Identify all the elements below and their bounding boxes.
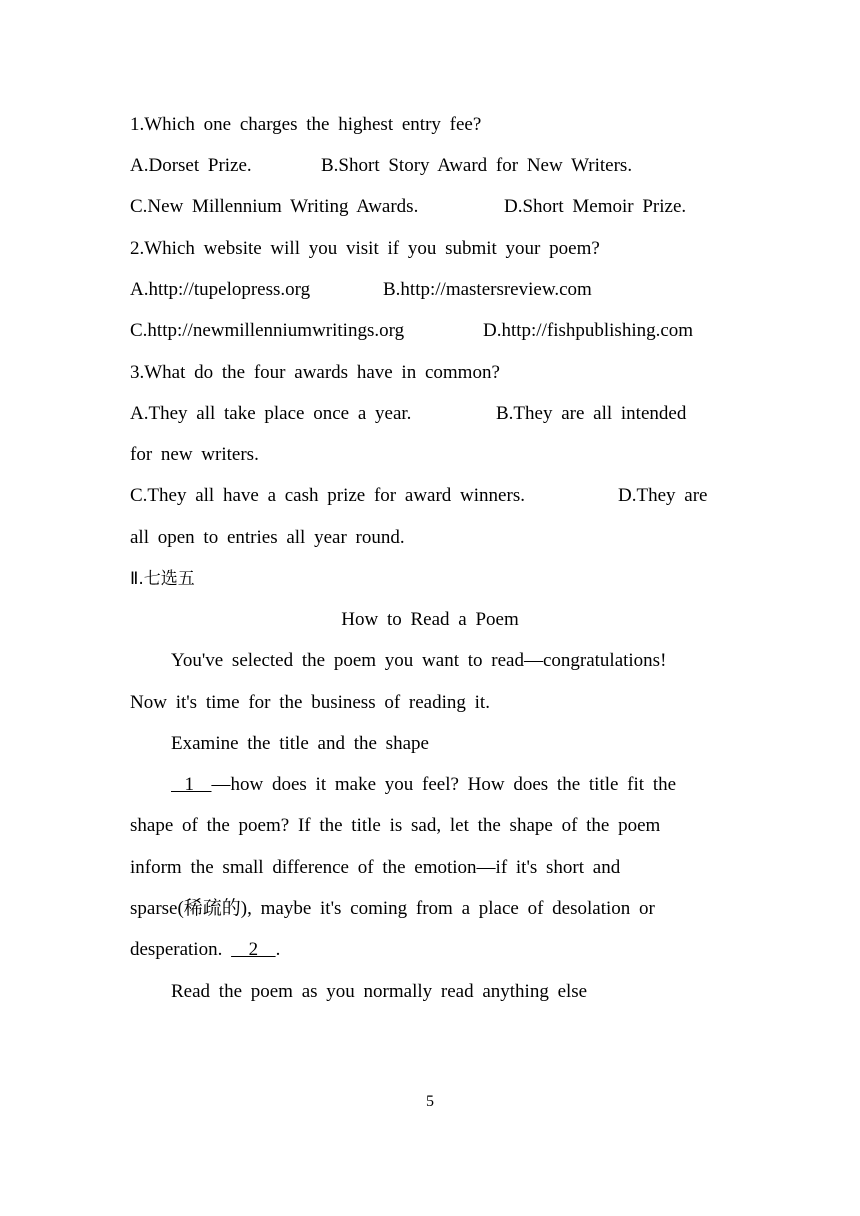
subheading-title-shape: Examine the title and the shape [171, 733, 429, 754]
paragraph-2-line-2: shape of the poem? If the title is sad, let the shape of the poem [130, 815, 661, 836]
blank-2[interactable]: 2 [231, 939, 276, 960]
question-2-stem: 2.Which website will you visit if you submit your poem? [130, 238, 600, 259]
paragraph-2-line-1 [171, 772, 676, 798]
paragraph-2-line-5-end: . [275, 939, 281, 960]
question-2-option-d: D.http://fishpublishing.com [483, 320, 694, 341]
question-1-stem: 1.Which one charges the highest entry fee? [130, 114, 482, 135]
question-3-option-d-cont: all open to entries all year round. [130, 527, 405, 548]
question-2-option-c: C.http://newmillenniumwritings.org [130, 320, 405, 341]
paragraph-2-line-4: sparse(稀疏的), maybe it's coming from a place of desolation or [130, 898, 655, 919]
subheading-read-poem: Read the poem as you normally read anything else [171, 981, 588, 1002]
paragraph-1-line-1: You've selected the poem you want to read—congratulations! [171, 650, 667, 671]
page-number: 5 [426, 1093, 434, 1110]
paragraph-2-line-5-text: desperation. [130, 939, 232, 960]
question-1-option-a: A.Dorset Prize. [130, 155, 252, 176]
section-heading: Ⅱ.七选五 [130, 569, 195, 589]
question-3-option-a: A.They all take place once a year. [130, 403, 412, 424]
question-2-option-b: B.http://mastersreview.com [383, 279, 592, 300]
question-2-option-a: A.http://tupelopress.org [130, 279, 311, 300]
question-1-option-c: C.New Millennium Writing Awards. [130, 196, 419, 217]
question-1-option-b: B.Short Story Award for New Writers. [321, 155, 633, 176]
question-3-option-b: B.They are all intended [496, 403, 687, 424]
question-3-option-b-cont: for new writers. [130, 444, 259, 465]
question-3-stem: 3.What do the four awards have in common? [130, 362, 500, 383]
question-1-option-d: D.Short Memoir Prize. [504, 196, 687, 217]
passage-title: How to Read a Poem [341, 609, 519, 630]
paragraph-2-line-1-text: —how does it make you feel? How does the title fit the [211, 774, 677, 795]
question-3-option-d: D.They are [618, 485, 708, 506]
paragraph-1-line-2: Now it's time for the business of reading it. [130, 692, 490, 713]
blank-1[interactable]: 1 [171, 774, 212, 795]
paragraph-2-line-3: inform the small difference of the emotion—if it's short and [130, 857, 621, 878]
paragraph-2-line-5 [130, 937, 280, 963]
question-3-option-c: C.They all have a cash prize for award winners. [130, 485, 525, 506]
